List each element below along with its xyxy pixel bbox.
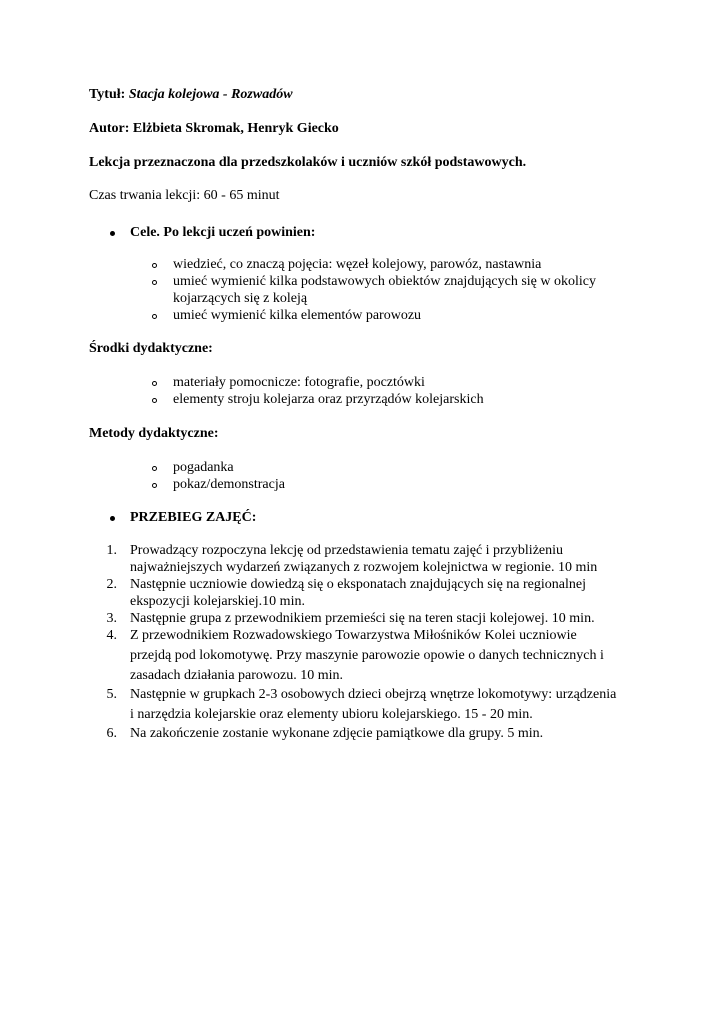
means-heading: Środki dydaktyczne: (89, 341, 213, 356)
circle-bullet-icon (152, 381, 157, 386)
step-text: Prowadzący rozpoczyna lekcję od przedstawienia tematu zajęć i przybliżeniu (130, 543, 564, 558)
step-number: 2. (106, 577, 117, 592)
step-text: ekspozycji kolejarskiej.10 min. (130, 594, 305, 609)
title-value: Stacja kolejowa - Rozwadów (128, 87, 293, 102)
step-text: Z przewodnikiem Rozwadowskiego Towarzystwa Miłośników Kolei uczniowie (130, 628, 577, 643)
step-text: Następnie w grupkach 2-3 osobowych dzieci obejrzą wnętrze lokomotywy: urządzenia (130, 687, 617, 702)
step-text: Następnie grupa z przewodnikiem przemieści się na teren stacji kolejowej. 10 min. (130, 611, 595, 626)
step-text: Na zakończenie zostanie wykonane zdjęcie pamiątkowe dla grupy. 5 min. (130, 726, 544, 741)
circle-bullet-icon (152, 263, 157, 268)
circle-bullet-icon (152, 483, 157, 488)
step-text: Następnie uczniowie dowiedzą się o eksponatach znajdujących się na regionalnej (130, 577, 586, 592)
target-line: Lekcja przeznaczona dla przedszkolaków i uczniów szkół podstawowych. (89, 155, 527, 170)
title-line (89, 86, 293, 103)
title-label: Tytuł: (89, 87, 126, 102)
goals-heading: Cele. Po lekcji uczeń powinien: (130, 225, 316, 240)
step-text: zasadach działania parowozu. 10 min. (130, 668, 344, 683)
methods-item: pogadanka (173, 460, 234, 475)
circle-bullet-icon (152, 398, 157, 403)
step-number: 4. (106, 628, 117, 643)
step-number: 3. (106, 611, 117, 626)
goal-item-continuation: kojarzących się z koleją (173, 291, 308, 306)
step-number: 6. (106, 726, 117, 741)
methods-item: pokaz/demonstracja (173, 477, 285, 492)
goal-item: umieć wymienić kilka elementów parowozu (173, 308, 422, 323)
course-heading: PRZEBIEG ZAJĘĆ: (130, 510, 257, 525)
methods-heading: Metody dydaktyczne: (89, 426, 219, 441)
step-number: 5. (106, 687, 117, 702)
bullet-icon (110, 231, 115, 236)
means-item: elementy stroju kolejarza oraz przyrządów kolejarskich (173, 392, 484, 407)
bullet-icon (110, 516, 115, 521)
step-number: 1. (106, 543, 117, 558)
duration-line: Czas trwania lekcji: 60 - 65 minut (89, 188, 280, 203)
circle-bullet-icon (152, 314, 157, 319)
means-item: materiały pomocnicze: fotografie, pocztówki (173, 375, 425, 390)
circle-bullet-icon (152, 280, 157, 285)
step-text: i narzędzia kolejarskie oraz elementy ubioru kolejarskiego. 15 - 20 min. (130, 707, 533, 722)
circle-bullet-icon (152, 466, 157, 471)
goal-item: umieć wymienić kilka podstawowych obiektów znajdujących się w okolicy (173, 274, 597, 289)
author-line: Autor: Elżbieta Skromak, Henryk Giecko (89, 121, 339, 136)
goal-item: wiedzieć, co znaczą pojęcia: węzeł kolejowy, parowóz, nastawnia (173, 257, 542, 272)
step-text: najważniejszych wydarzeń związanych z rozwojem kolejnictwa w regionie. 10 min (130, 560, 598, 575)
step-text: przejdą pod lokomotywę. Przy maszynie parowozie opowie o danych technicznych i (130, 648, 604, 663)
